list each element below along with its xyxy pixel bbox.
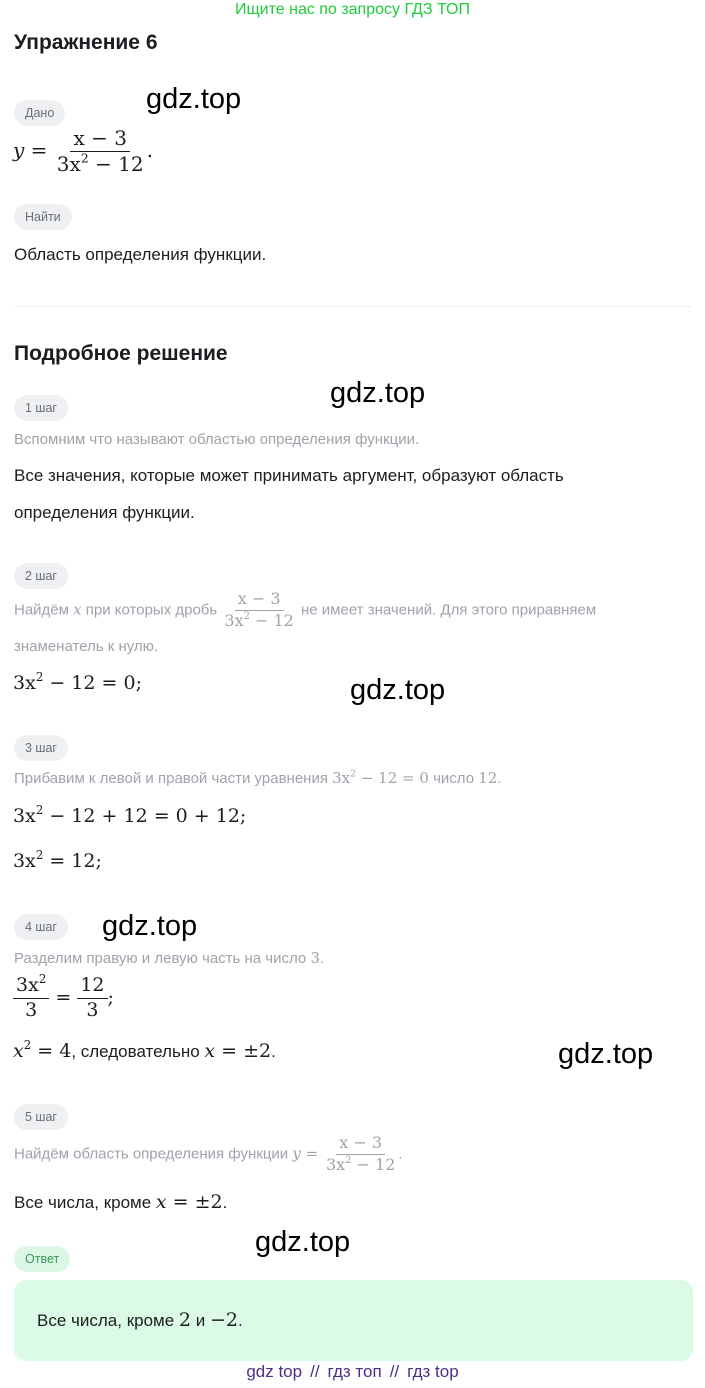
step-4-hint: Разделим правую и левую часть на число 3.: [14, 949, 325, 967]
step-5-fraction: $\frac{x - 3}{3x^2 - 12}$: [325, 1133, 396, 1174]
step-3-equation-2: $3x^2 = 12$;: [13, 847, 102, 872]
step-3-equation-1: $3x^2 - 12 + 12 = 0 + 12$;: [13, 802, 247, 827]
step-4-fraction-left: $\frac{3x^2}{3}$: [13, 976, 49, 1021]
step-1-line-1: Все значения, которые может принимать аргумент, образуют область: [14, 466, 564, 485]
given-formula: [13, 128, 153, 175]
given-fraction: [54, 128, 147, 175]
section-divider: [14, 306, 692, 307]
footer-link-2[interactable]: гдз топ: [327, 1362, 382, 1381]
watermark: gdz.top: [350, 674, 446, 706]
footer-link-1[interactable]: gdz top: [246, 1362, 303, 1381]
given-numerator: x − 3: [70, 128, 129, 152]
given-tail: .: [146, 138, 153, 162]
step-5-chip: 5 шаг: [14, 1104, 68, 1130]
step-3-chip: 3 шаг: [14, 735, 68, 761]
watermark: gdz.top: [102, 910, 198, 942]
step-3-hint: Прибавим к левой и правой части уравнения $3x^2 - 12 = 0$ число 12.: [14, 768, 502, 787]
given-lhs: y: [13, 138, 25, 162]
top-banner: Ищите нас по запросу ГДЗ ТОП: [235, 1, 470, 18]
step-5-hint: Найдём область определения функции y = $\frac{x - 3}{3x^2 - 12}$ .: [14, 1133, 403, 1174]
footer: gdz top // гдз топ // гдз top: [246, 1362, 459, 1381]
step-4-fraction-right: $\frac{12}{3}$: [77, 976, 107, 1021]
given-denominator: $3x^2 - 12$: [56, 150, 144, 176]
step-1-line-2: определения функции.: [14, 503, 195, 522]
watermark: gdz.top: [146, 83, 242, 115]
step-2-hint: Найдём x при которых дробь $\frac{x - 3}{3x^2 - 12}$ не имеет значений. Для этого приравняем: [14, 589, 597, 630]
given-eq: =: [30, 138, 48, 162]
step-2-chip: 2 шаг: [14, 563, 68, 589]
step-4-result: $x^2 = 4$, следовательно x = ±2.: [13, 1037, 276, 1062]
step-2-fraction: $\frac{x - 3}{3x^2 - 12}$: [224, 589, 294, 630]
step-4-chip: 4 шаг: [14, 914, 68, 940]
step-4-fraction-equation: $\frac{3x^2}{3}$ = $\frac{12}{3}$ ;: [13, 976, 114, 1021]
watermark: gdz.top: [255, 1226, 351, 1258]
find-chip: Найти: [14, 204, 72, 230]
answer-chip: Ответ: [14, 1246, 70, 1272]
step-5-line: Все числа, кроме x = ±2.: [14, 1191, 228, 1213]
find-text: Область определения функции.: [14, 245, 267, 264]
watermark: gdz.top: [330, 377, 426, 409]
step-1-hint: Вспомним что называют областью определения функции.: [14, 431, 420, 448]
answer-text: Все числа, кроме 2 и −2.: [37, 1309, 243, 1331]
step-1-chip: 1 шаг: [14, 395, 68, 421]
solution-title: Подробное решение: [14, 342, 228, 365]
given-chip: Дано: [14, 100, 65, 126]
step-2-equation: $3x^2 - 12 = 0$;: [13, 669, 142, 694]
watermark: gdz.top: [558, 1038, 654, 1070]
exercise-title: Упражнение 6: [14, 31, 158, 54]
step-2-hint-cont: знаменатель к нулю.: [14, 638, 159, 655]
footer-link-3[interactable]: гдз top: [407, 1362, 459, 1381]
